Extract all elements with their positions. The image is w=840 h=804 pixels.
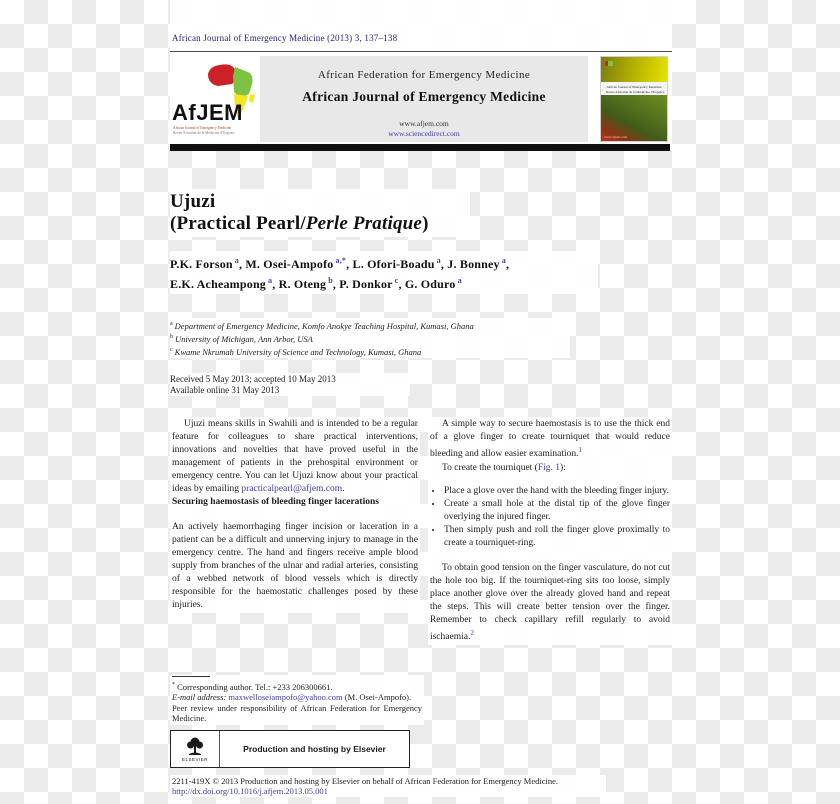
affiliation-b: $^b$ University of Michigan, Ann Arbor, USA (170, 333, 313, 344)
corresponding-author-note: * Corresponding author. Tel.: +233 206300661. (172, 681, 333, 692)
article-page (170, 0, 672, 797)
haemostasis-paragraph: An actively haemorrhaging finger incision or laceration in a patient can be a difficult and unnerving injury to manage in the emergency centre. The hand and fingers receive ample blood supply from branches of the ulnar and radial arteries, consisting of a webbed network of blood vessels which is directly responsible for the haemostatic challenges posed by these injuries. (172, 522, 418, 611)
author: R. Oteng $^b$, (278, 275, 340, 291)
right-column (428, 417, 672, 644)
author: G. Oduro $^a$ (404, 275, 462, 291)
author: L. Ofori-Boadu $^a$, (352, 256, 448, 271)
afjem-logo-tagline-1: African Journal of Emergency Medicine (173, 125, 232, 130)
article-body (170, 417, 672, 644)
masthead (170, 0, 672, 151)
afjem-logo (170, 56, 260, 142)
affiliation-a: $^a$ Department of Emergency Medicine, Komfo Anokye Teaching Hospital, Kumasi, Ghana (170, 320, 474, 331)
cover-footer-text: www.afjem.com (604, 135, 628, 139)
affiliation-c: $^c$ Kwame Nkrumah University of Science and Technology, Kumasi, Ghana (170, 346, 422, 357)
cover-top-gradient (601, 57, 667, 82)
cover-logo-mark (605, 61, 613, 66)
issn-copyright-line: 2211-419X © 2013 Production and hosting by Elsevier on behalf of African Federation for Emergency Medicine. (172, 775, 559, 786)
received-date: Received 5 May 2013; accepted 10 May 2013 (170, 374, 336, 385)
banner-gap (588, 56, 600, 142)
author: P.K. Forson $^a$, (170, 256, 246, 271)
article-dates (170, 373, 410, 396)
step-item: • Create a small hole at the distal tip of the glove finger overlying the injured finger. (443, 498, 670, 524)
author: M. Osei-Ampofo $^{a,*}$, (245, 256, 353, 271)
tension-paragraph: To obtain good tension on the finger vasculature, do not cut the hole too big. If the tourniquet-ring sits too loose, simply place another glove over the already gloved hand and repeat the steps. This will create better tension over the finger. Remember to check capillary refill regularly to avoid ischaemia.$^2$ (429, 562, 670, 642)
reference-1[interactable]: 1 (578, 446, 582, 455)
online-date: Available online 31 May 2013 (170, 384, 280, 395)
author: E.K. Acheampong $^a$, (170, 275, 279, 291)
left-column (170, 417, 420, 613)
cover-title-band (601, 82, 667, 95)
journal-cover-thumbnail (600, 56, 668, 142)
author-list (170, 251, 598, 294)
step-item: • Then simply push and roll the finger glove proximally to create a tourniquet-ring. (443, 524, 670, 550)
steps-list (430, 485, 670, 550)
article-title (170, 189, 470, 237)
doi-link[interactable]: http://dx.doi.org/10.1016/j.afjem.2013.05.001 (172, 785, 328, 796)
glove-method-paragraph: A simple way to secure haemostasis is to use the thick end of a glove finger to create tourniquet that would reduce bleeding and allow easier examination.$^1$ (429, 419, 670, 460)
afjem-logo-text: AfJEM (172, 100, 243, 125)
author: P. Donkor $^c$, (339, 275, 405, 291)
sciencedirect-url-link[interactable]: www.sciencedirect.com (388, 129, 460, 138)
title-line-1: Ujuzi (170, 191, 216, 212)
peer-review-note: Peer review under responsibility of African Federation for Emergency Medicine. (172, 702, 422, 724)
author: J. Bonney $^a$, (447, 256, 510, 271)
masthead-black-bar (170, 144, 670, 151)
journal-name: African Journal of Emergency Medicine (302, 89, 546, 104)
affiliations (170, 318, 570, 358)
step-item: • Place a glove over the hand with the bleeding finger injury. (443, 485, 670, 498)
reference-2[interactable]: 2 (470, 628, 474, 637)
author-email-link[interactable]: maxwelloseiampofo@yahoo.com (228, 692, 343, 703)
footnote-block (170, 675, 424, 725)
tourniquet-steps-intro: To create the tourniquet (Fig. 1): (441, 462, 566, 473)
article-footer (170, 775, 606, 797)
section-heading: Securing haemostasis of bleeding finger lacerations (172, 497, 379, 508)
title-line-2: (Practical Pearl/Perle Pratique) (170, 213, 429, 234)
masthead-rule (170, 51, 672, 52)
elsevier-box (170, 730, 410, 768)
elsevier-logo (171, 731, 220, 767)
elsevier-brand-text: ELSEVIER (181, 756, 208, 762)
cover-title-line2: Revue Africaine de la Médecine d'Urgence (605, 89, 665, 94)
intro-paragraph: Ujuzi means skills in Swahili and is intended to be a regular feature for colleagues to share practical interventions, innovations and novelties that have proved useful in the management of patients in the prehospital environment or emergency centre. You can let Ujuzi know about your practical ideas by emailing practicalpearl@afjem.com. (172, 419, 418, 495)
footnote-rule (172, 676, 210, 677)
email-note: E-mail address: maxwelloseiampofo@yahoo.com (M. Osei-Ampofo). (172, 692, 412, 703)
afjem-url[interactable]: www.afjem.com (399, 119, 449, 128)
production-hosting-label: Production and hosting by Elsevier (243, 743, 386, 754)
journal-reference-line: African Journal of Emergency Medicine (2013) 3, 137–138 (172, 33, 398, 43)
afjem-logo-tagline-2: Revue Africaine de la Médecine d'Urgence (173, 130, 235, 135)
elsevier-tree-icon (185, 736, 205, 756)
federation-name: African Federation for Emergency Medicine (317, 69, 531, 81)
practicalpearl-email-link[interactable]: practicalpearl@afjem.com (241, 484, 343, 495)
cover-title-line1: African Journal of Emergency Medicine (606, 84, 662, 89)
figure-1-link[interactable]: Fig. 1 (537, 462, 561, 473)
banner-center (260, 56, 588, 142)
cover-bottom-gradient (601, 95, 667, 141)
masthead-banner (170, 56, 672, 142)
